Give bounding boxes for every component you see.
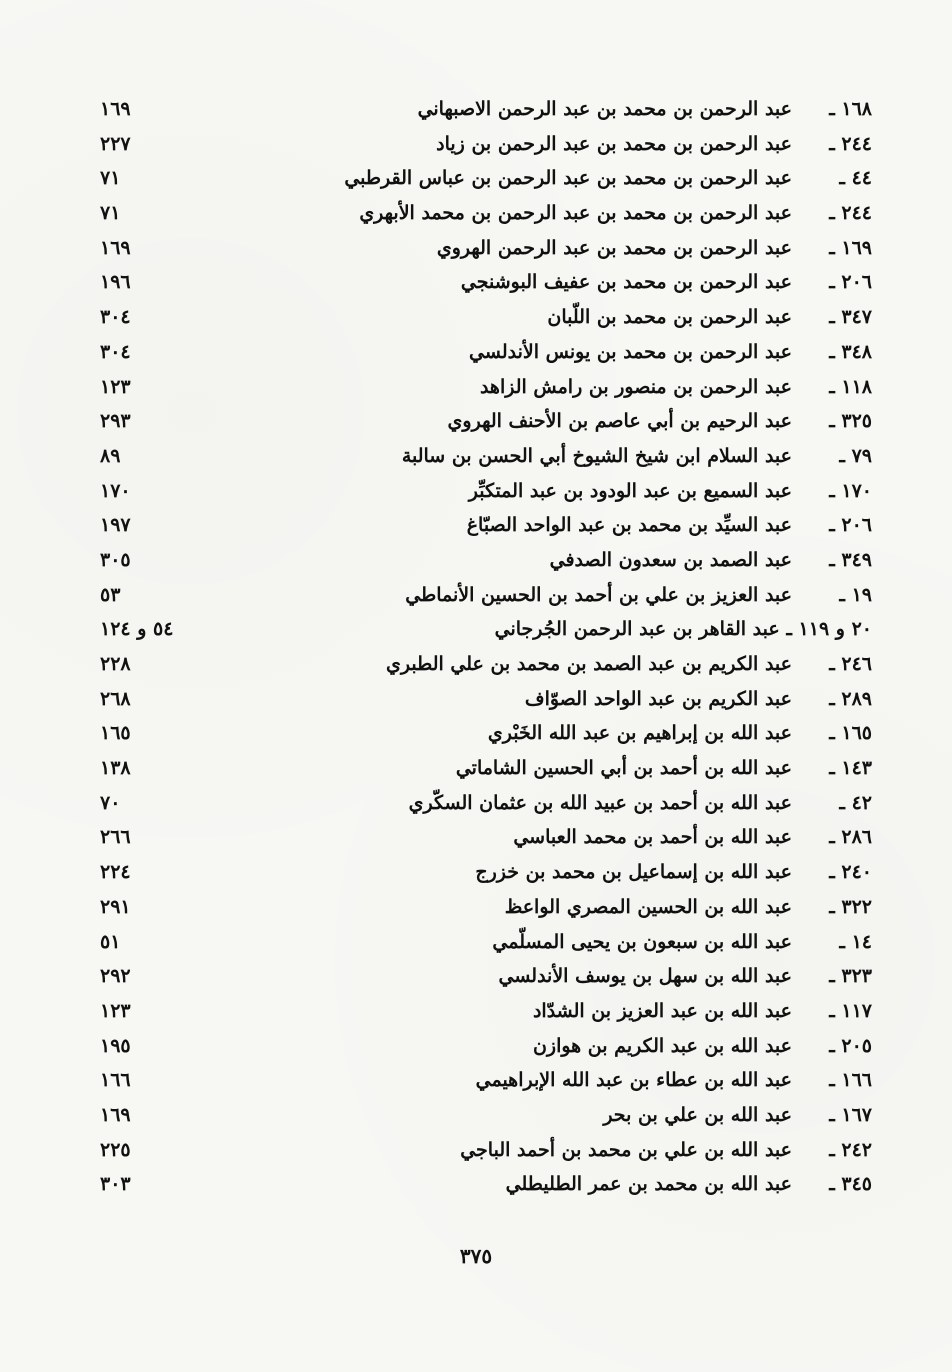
index-entry: [100, 200, 872, 235]
entry-name: عبد الرحمن بن منصور بن رامش الزاهد: [479, 375, 792, 398]
entry-name: عبد الرحمن بن محمد بن يونس الأندلسي: [469, 340, 792, 363]
index-entry: [100, 374, 872, 409]
index-entry: [100, 963, 872, 998]
entry-page-ref: ٢٩٢: [100, 965, 131, 988]
entry-name: عبد السميع بن عبد الودود بن عبد المتكبِّر: [468, 479, 792, 502]
index-entry: [100, 547, 872, 582]
index-entry: [100, 269, 872, 304]
entry-name: عبد الصمد بن سعدون الصدفي: [549, 548, 792, 571]
index-entry: [100, 235, 872, 270]
entry-number: ١٦٩ ـ: [829, 236, 872, 259]
entry-page-ref: ٣٠٥: [100, 548, 131, 571]
entry-number: ٤٢ ـ: [839, 791, 872, 814]
entry-number: ٣٢٥ ـ: [829, 410, 872, 433]
index-entry: [100, 859, 872, 894]
entry-number: ٣٤٨ ـ: [829, 340, 872, 363]
index-entry: [100, 478, 872, 513]
entry-page-ref: ٣٠٤: [100, 306, 131, 329]
entry-name: عبد السيِّد بن محمد بن عبد الواحد الصبّاغ: [466, 514, 792, 537]
entry-number: ٢٤٤ ـ: [829, 202, 872, 225]
entry-name: عبد الله بن عبد الكريم بن هوازن: [532, 1034, 792, 1057]
entry-name: عبد الله بن علي بن بحر: [603, 1103, 792, 1126]
entry-page-ref: ١٦٩: [100, 236, 131, 259]
entry-number: ٤٤ ـ: [839, 167, 872, 190]
index-entry: [100, 651, 872, 686]
entry-page-ref: ٧٠: [100, 791, 121, 814]
entry-page-ref: ٢٩١: [100, 895, 131, 918]
entry-page-ref: ١٩٧: [100, 514, 131, 537]
entry-number: ٢٠ و ١١٩ ـ: [786, 618, 872, 641]
entry-name: عبد الله بن عبد العزيز بن الشدّاد: [532, 999, 792, 1022]
entry-number: ١١٧ ـ: [829, 999, 872, 1022]
entry-number: ١٦٨ ـ: [829, 98, 872, 120]
index-entry: [100, 755, 872, 790]
entry-number: ٢٤٦ ـ: [829, 653, 872, 675]
entry-name: عبد الرحمن بن محمد بن عفيف البوشنجي: [460, 271, 792, 294]
entry-number: ٢٤٤ ـ: [829, 132, 872, 155]
entry-page-ref: ١٦٩: [100, 1103, 131, 1126]
entry-name: عبد الله بن عطاء بن عبد الله الإبراهيمي: [475, 1069, 792, 1092]
index-entry: [100, 582, 872, 617]
entry-page-ref: ٢٢٥: [100, 1138, 131, 1161]
entry-name: عبد الله بن أحمد بن أبي الحسين الشاماتي: [455, 757, 792, 780]
entry-page-ref: ٣٠٣: [100, 1173, 131, 1196]
entry-page-ref: ١٣٨: [100, 757, 131, 780]
entry-name: عبد الرحيم بن أبي عاصم بن الأحنف الهروي: [447, 410, 792, 433]
index-entry: [100, 339, 872, 374]
entry-page-ref: ١٦٦: [100, 1069, 131, 1092]
entry-page-ref: ١٢٣: [100, 375, 131, 398]
entry-number: ١٦٧ ـ: [829, 1103, 872, 1126]
entry-number: ٢٨٩ ـ: [829, 687, 872, 710]
entry-number: ٢٠٦ ـ: [829, 514, 872, 537]
entry-name: عبد الله بن سهل بن يوسف الأندلسي: [498, 965, 792, 988]
index-entry: [100, 1102, 872, 1137]
entry-number: ٣٤٥ ـ: [829, 1173, 872, 1196]
entry-number: ٢٠٦ ـ: [829, 271, 872, 294]
index-entry: [100, 720, 872, 755]
entry-name: عبد الله بن الحسين المصري الواعظ: [504, 895, 792, 918]
index-entry: [100, 443, 872, 478]
entry-page-ref: ٢٢٨: [100, 653, 131, 675]
entry-number: ٧٩ ـ: [839, 444, 872, 467]
entry-name: عبد الكريم بن عبد الصمد بن محمد بن علي الطبري: [386, 653, 792, 675]
index-entry: [100, 408, 872, 443]
entry-number: ١٤ ـ: [839, 930, 872, 953]
entry-page-ref: ٥١: [100, 930, 121, 953]
entry-name: عبد العزيز بن علي بن أحمد بن الحسين الأنماطي: [405, 583, 792, 606]
entry-number: ١٩ ـ: [839, 583, 872, 606]
entry-name: عبد الله بن إبراهيم بن عبد الله الخَبْري: [487, 722, 792, 745]
entry-number: ٢٤٢ ـ: [829, 1138, 872, 1161]
entry-page-ref: ٢٦٨: [100, 687, 131, 710]
entry-name: عبد الرحمن بن محمد بن اللّبان: [547, 306, 792, 329]
entry-page-ref: ٣٠٤: [100, 340, 131, 363]
entry-page-ref: ١٧٠: [100, 479, 131, 502]
entry-page-ref: ١٢٣: [100, 999, 131, 1022]
entry-number: ١٧٠ ـ: [829, 479, 872, 502]
entry-page-ref: ١٩٦: [100, 271, 131, 294]
entry-page-ref: ٢٢٧: [100, 132, 131, 155]
entry-number: ٣٢٣ ـ: [829, 965, 872, 988]
index-entry: [100, 998, 872, 1033]
index-list: [100, 96, 872, 1206]
index-entry: [100, 824, 872, 859]
entry-page-ref: ٨٩: [100, 444, 121, 467]
index-entry: [100, 1033, 872, 1068]
entry-name: عبد الله بن محمد بن عمر الطليطلي: [505, 1173, 792, 1196]
index-entry: [100, 1171, 872, 1206]
entry-name: عبد الرحمن بن محمد بن عبد الرحمن بن زياد: [436, 132, 792, 155]
entry-page-ref: ٥٤ و ١٢٤: [100, 618, 174, 641]
page-number: ٣٧٥: [459, 1244, 493, 1268]
entry-name: عبد الرحمن بن محمد بن عبد الرحمن الهروي: [436, 236, 792, 259]
index-entry: [100, 1137, 872, 1172]
entry-name: عبد الكريم بن عبد الواحد الصوّاف: [524, 687, 792, 710]
entry-number: ٢٤٠ ـ: [829, 861, 872, 884]
entry-name: عبد الرحمن بن محمد بن عبد الرحمن بن عباس القرطبي: [344, 167, 792, 190]
index-entry: [100, 616, 872, 651]
entry-number: ٣٤٩ ـ: [829, 548, 872, 571]
entry-name: عبد الله بن أحمد بن عبيد الله بن عثمان السكّري: [408, 791, 792, 814]
entry-page-ref: ١٩٥: [100, 1034, 131, 1057]
entry-name: عبد الرحمن بن محمد بن عبد الرحمن بن محمد الأبهري: [359, 202, 792, 225]
entry-name: عبد القاهر بن عبد الرحمن الجُرجاني: [494, 618, 780, 641]
entry-page-ref: ١٦٥: [100, 722, 131, 745]
entry-page-ref: ٢٢٤: [100, 861, 131, 884]
index-entry: [100, 929, 872, 964]
index-entry: [100, 790, 872, 825]
entry-page-ref: ٥٣: [100, 583, 121, 606]
entry-number: ١٤٣ ـ: [829, 757, 872, 780]
entry-name: عبد الرحمن بن محمد بن عبد الرحمن الاصبهاني: [417, 98, 792, 120]
index-entry: [100, 686, 872, 721]
index-entry: [100, 304, 872, 339]
entry-heading: [495, 618, 872, 640]
entry-number: ١١٨ ـ: [829, 375, 872, 398]
entry-number: ٢٨٦ ـ: [829, 826, 872, 849]
entry-name: عبد الله بن علي بن محمد بن أحمد الباجي: [460, 1138, 792, 1161]
entry-number: ٣٤٧ ـ: [829, 306, 872, 329]
entry-page-ref: ١٦٩: [100, 98, 131, 120]
entry-name: عبد الله بن أحمد بن محمد العباسي: [513, 826, 792, 849]
entry-page-ref: ٢٩٣: [100, 410, 131, 433]
entry-number: ٣٢٢ ـ: [829, 895, 872, 918]
index-entry: [100, 894, 872, 929]
index-entry: [100, 131, 872, 166]
entry-number: ١٦٦ ـ: [829, 1069, 872, 1092]
entry-number: ٢٠٥ ـ: [829, 1034, 872, 1057]
index-entry: [100, 165, 872, 200]
entry-name: عبد السلام ابن شيخ الشيوخ أبي الحسن بن سالبة: [401, 444, 792, 467]
index-entry: [100, 1067, 872, 1102]
index-entry: [100, 96, 872, 131]
entry-number: ١٦٥ ـ: [829, 722, 872, 745]
entry-name: عبد الله بن سبعون بن يحيى المسلّمي: [492, 930, 792, 953]
entry-page-ref: ٧١: [100, 202, 121, 225]
index-entry: [100, 512, 872, 547]
entry-name: عبد الله بن إسماعيل بن محمد بن خزرج: [475, 861, 792, 884]
entry-page-ref: ٧١: [100, 167, 121, 190]
entry-page-ref: ٢٦٦: [100, 826, 131, 849]
